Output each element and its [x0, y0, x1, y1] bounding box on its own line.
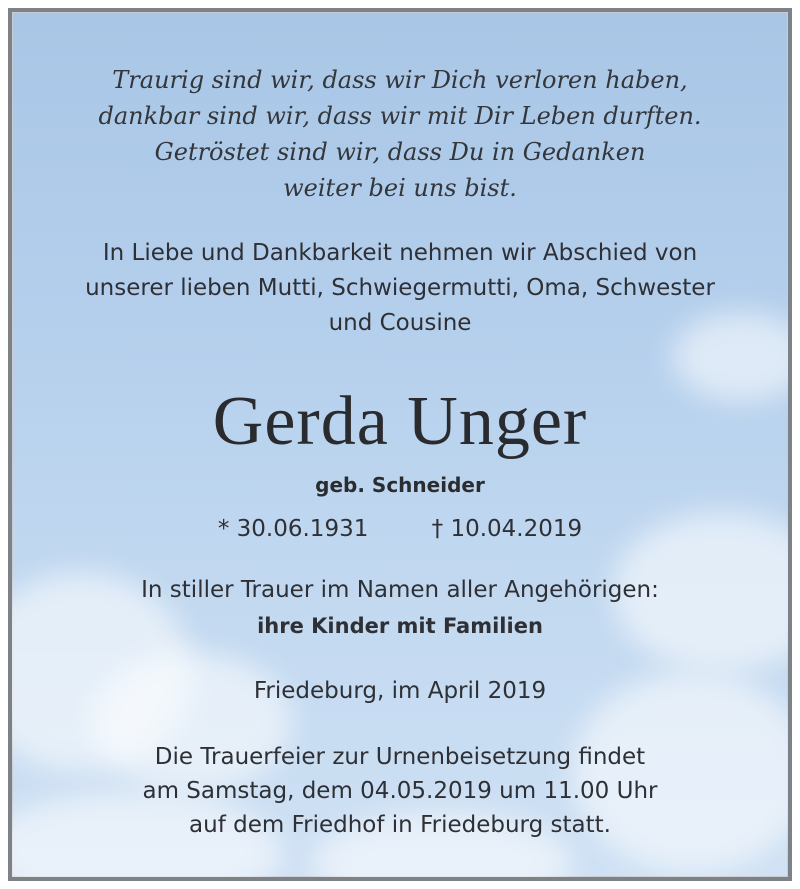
intro-line: In Liebe und Dankbarkeit nehmen wir Abschied von	[102, 240, 698, 266]
obituary-frame	[8, 8, 792, 881]
verse-line: Getröstet sind wir, dass Du in Gedanken	[154, 138, 646, 166]
mourners-block	[12, 572, 788, 644]
ceremony-line: auf dem Friedhof in Friedeburg statt.	[189, 812, 611, 838]
mourners-line: In stiller Trauer im Namen aller Angehörigen:	[141, 577, 659, 603]
verse-line: weiter bei uns bist.	[283, 174, 517, 202]
death-date: † 10.04.2019	[431, 516, 583, 542]
ceremony-line: am Samstag, dem 04.05.2019 um 11.00 Uhr	[142, 778, 658, 804]
memorial-verse	[12, 62, 788, 206]
place-date: Friedeburg, im April 2019	[253, 678, 547, 704]
ceremony-info	[12, 740, 788, 842]
intro-line: und Cousine	[328, 310, 472, 336]
verse-line: dankbar sind wir, dass wir mit Dir Leben durften.	[98, 102, 702, 130]
mourners-family: ihre Kinder mit Familien	[257, 614, 543, 638]
verse-line: Traurig sind wir, dass wir Dich verloren haben,	[112, 66, 688, 94]
maiden-name: geb. Schneider	[315, 473, 485, 497]
life-dates	[12, 512, 788, 546]
obituary-content	[12, 12, 788, 877]
intro-line: unserer lieben Mutti, Schwiegermutti, Oma, Schwester	[85, 275, 715, 301]
deceased-name: Gerda Unger	[212, 383, 588, 460]
ceremony-line: Die Trauerfeier zur Urnenbeisetzung findet	[154, 744, 646, 770]
farewell-intro	[12, 236, 788, 341]
birth-date: * 30.06.1931	[217, 516, 369, 542]
